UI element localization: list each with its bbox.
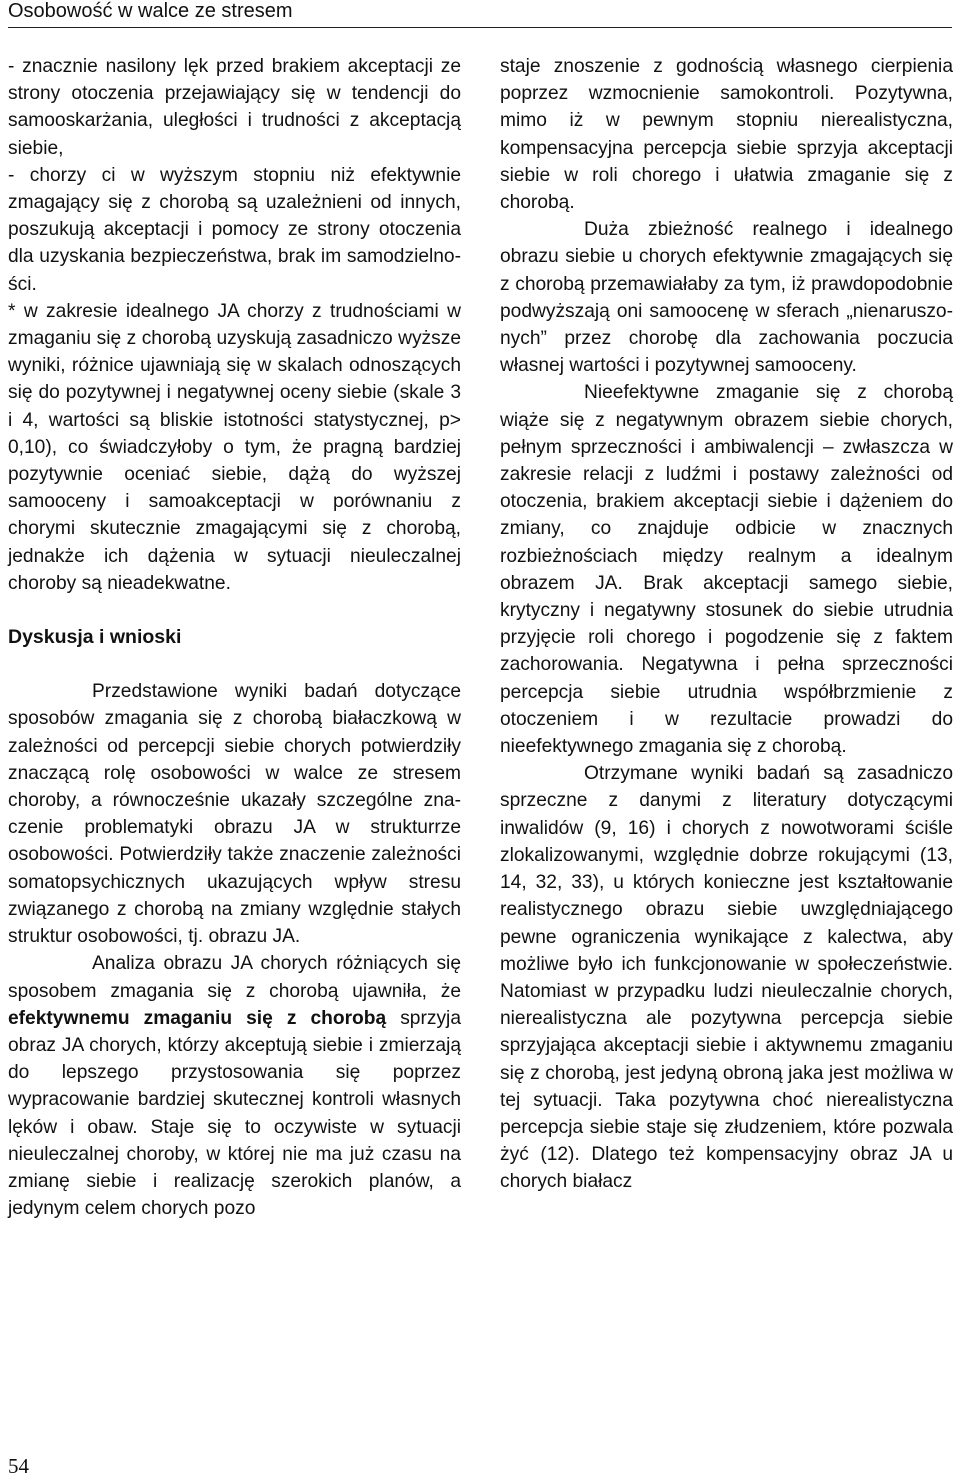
paragraph: Nieefektywne zmaganie się z chorobą wiąże się z negatywnym obrazem siebie chorych, pełnym sprzeczności i ambiwalencji – zwłaszcza w zakresie relacji z ludźmi i postawy zależności od otoczenia, brakiem akceptacji siebie i dążeniem do zmiany, co znajduje odbicie w znacznych rozbieżnościach między realnym a idealnym obrazem JA. Brak akceptacji samego siebie, krytyczny i negatywny stosunek do siebie utrudnia przyjęcie roli chorego i pogodzenie się z faktem zachorowania. Negatywna i pełna sprzeczności percepcja siebie utrudnia współbrzmienie z otoczeniem i w rezultacie prowadzi do nieefektywnego zmagania się z chorobą.: [500, 382, 953, 758]
paragraph: * w zakresie idealnego JA chorzy z trudnościami w zmaganiu się z chorobą uzyskują zasadniczo wyższe wyniki, różnice ujawniają się w skalach odnoszących się do pozytywnej i negatywnej oceny siebie (skale 3 i 4, wartości są bliskie istotności statystycznej, p> 0,10), co świadczyłoby o tym, że pragną bardziej pozytywnie oceniać siebie, dążą do wyższej samooceny i samoakceptacji w porównaniu z chorymi skutecznie zmagającymi się z chorobą, jednakże ich dążenia w sytuacji nieuleczalnej choroby są nieadekwatne.: [8, 300, 461, 594]
paragraph-text: Analiza obrazu JA chorych różniących się sposobem zmagania się z chorobą ujawniła, że: [8, 953, 461, 1002]
right-column: [500, 53, 953, 1196]
emphasis-text: efektywnemu zmaganiu się z chorobą: [8, 1007, 387, 1029]
paragraph: [8, 950, 461, 1222]
paragraph: - chorzy ci w wyższym stopniu niż efektywnie zmagający się z chorobą są uzależnieni od innych, poszukują akceptacji i pomocy ze strony otoczenia dla uzyskania bezpieczeństwa, brak im samodzielności.: [8, 164, 461, 295]
page-number: 54: [8, 1454, 29, 1478]
paragraph: - znacznie nasilony lęk przed brakiem akceptacji ze strony otoczenia przejawiający się w tendencji do samooskarżania, uległości i trudności z akceptacją siebie,: [8, 56, 461, 159]
paragraph-text: sprzyja obraz JA chorych, którzy akceptują siebie i zmierzają do lepszego przystosowania się poprzez wypracowanie bardziej skutecznej kontroli własnych lęków i obaw. Staje się to oczywiste w sytuacji nieuleczalnej choroby, w której nie ma już czasu na zmianę siebie i realizację szerokich planów, a jedynym celem chorych pozo: [8, 1007, 461, 1220]
section-heading: Dyskusja i wnioski: [8, 626, 182, 649]
running-title: Osobowość w walce ze stresem: [8, 0, 952, 28]
paragraph: Otrzymane wyniki badań są zasadniczo sprzeczne z danymi z literatury dotyczącymi inwalidów (9, 16) i chorych z nowotworami ściśle zlokalizowanymi, względnie dobrze rokującymi (13, 14, 32, 33), u których konieczne jest kształtowanie realistycznego obrazu siebie uwzględniającego pewne ograniczenia wynikające z kalectwa, aby możliwe było ich funkcjonowanie w społeczeństwie. Natomiast w przypadku ludzi nieuleczalnie chorych, nierealistyczna ale pozytywna percepcja siebie sprzyjająca akceptacji siebie i aktywnemu zmaganiu się z chorobą, jest jedyną obroną jaka jest możliwa w tej sytuacji. Taka pozytywna choć nierealistyczna percepcja siebie staje się złudzeniem, które pozwala żyć (12). Dlatego też kompensacyjny obraz JA u chorych białacz: [500, 763, 953, 1193]
paragraph: Przedstawione wyniki badań dotyczące sposobów zmagania się z chorobą białaczkową w zależności od percepcji siebie chorych potwierdziły znaczącą rolę osobowości w walce ze stresem choroby, a równocześnie ukazały szczególne znaczenie problematyki obrazu JA w strukturrze osobowości. Potwierdziły także znaczenie zależności somatopsychicznych ukazujących wpływ stresu związanego z chorobą na zmiany względnie stałych struktur osobowości, tj. obrazu JA.: [8, 681, 461, 948]
paragraph: staje znoszenie z godnością własnego cierpienia poprzez wzmocnienie samokontroli. Pozytywna, mimo iż w pewnym stopniu nierealistyczna, kompensacyjna percepcja siebie sprzyja akceptacji siebie w roli chorego i ułatwia zmaganie się z chorobą.: [500, 56, 953, 214]
paragraph: Duża zbieżność realnego i idealnego obrazu siebie u chorych efektywnie zmagających się z chorobą przemawiałaby za tym, iż prawdopodobnie podwyższają oni samoocenę w sferach „nienaruszonych” przez chorobę dla zachowania poczucia własnej wartości i pozytywnej samooceny.: [500, 219, 953, 377]
left-column: [8, 53, 461, 1222]
